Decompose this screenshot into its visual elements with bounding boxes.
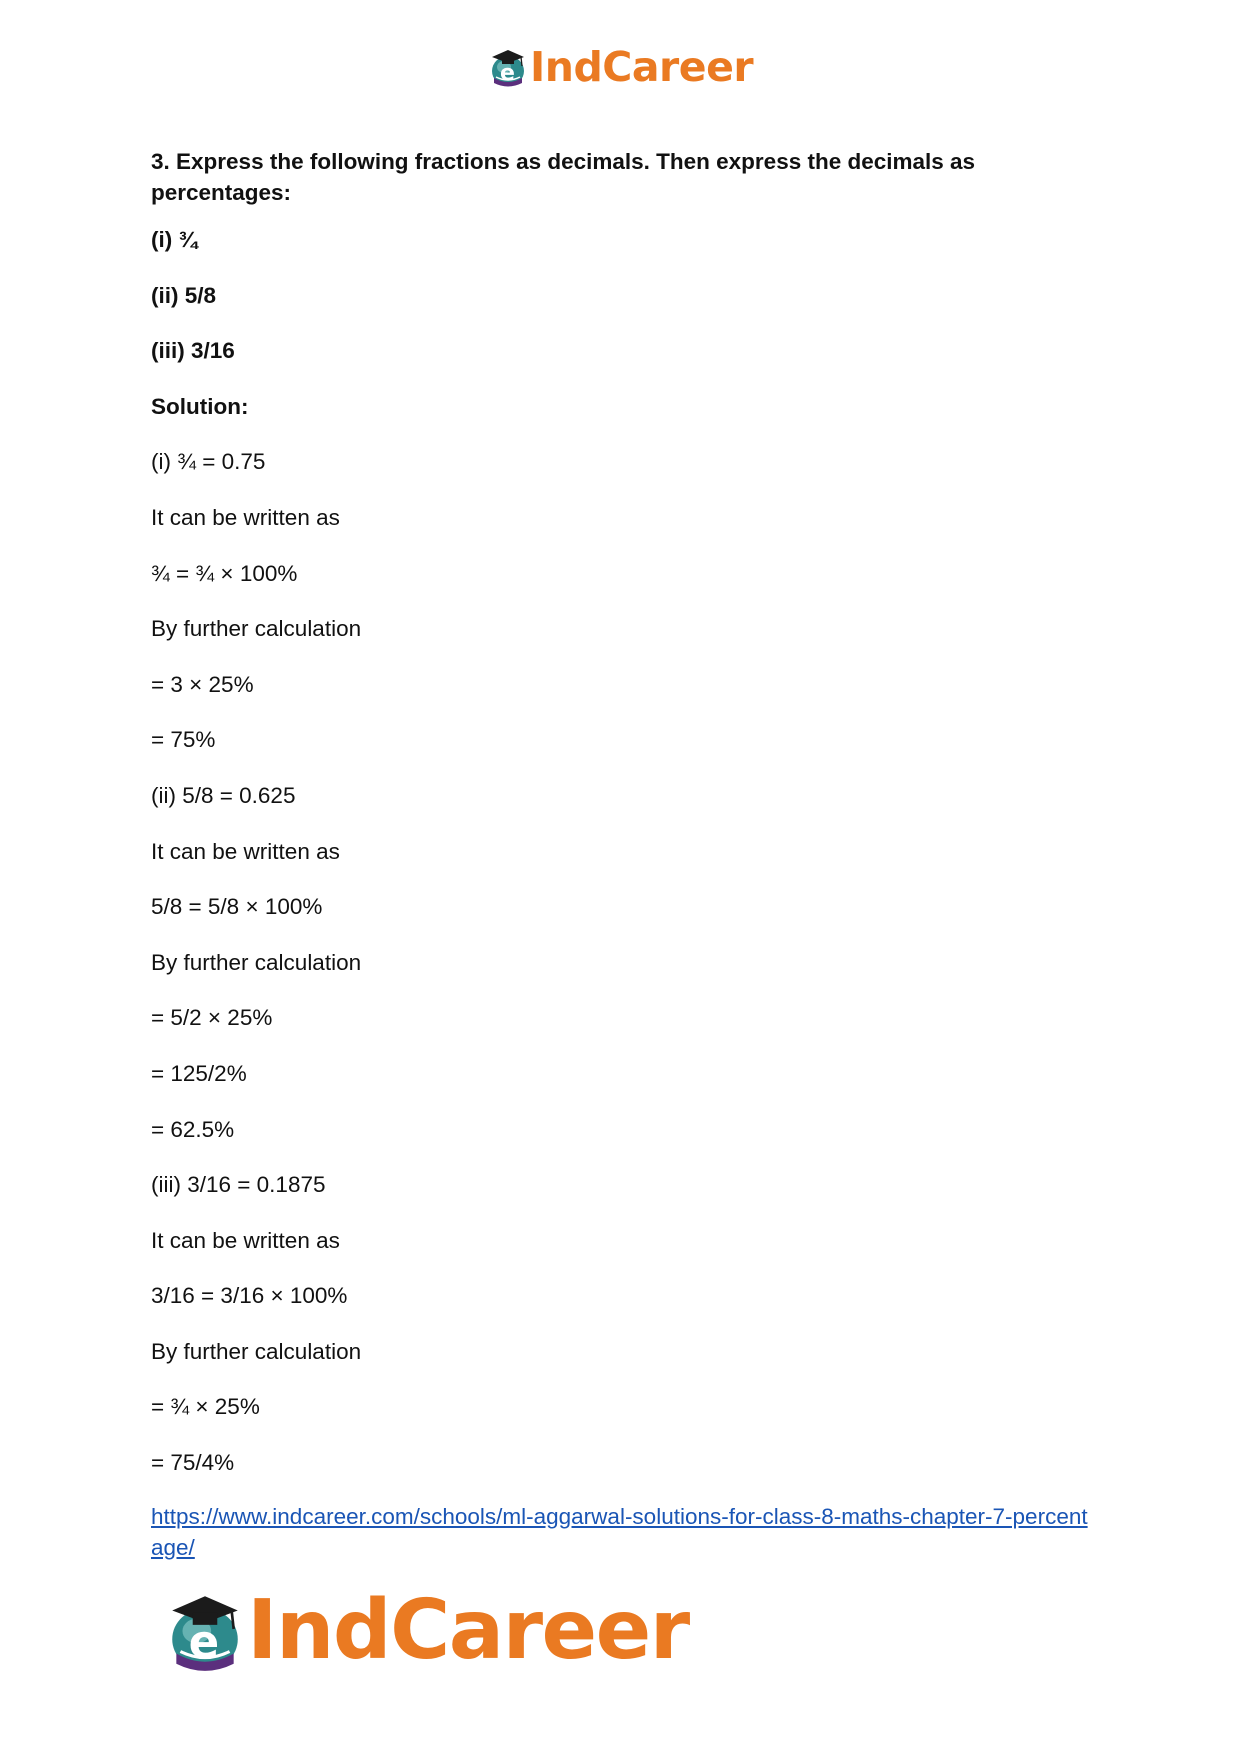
solution-line: It can be written as [151, 1227, 340, 1253]
footer-logo-text: IndCareer [247, 1583, 689, 1678]
solution-line: = 75/4% [151, 1450, 235, 1476]
solution-heading: Solution: [151, 393, 249, 419]
solution-line: 3/16 = 3/16 × 100% [151, 1283, 348, 1309]
solution-line: = ¾ × 25% [151, 1394, 260, 1420]
graduation-globe-icon [488, 46, 528, 88]
solution-line: ¾ = ¾ × 100% [151, 560, 298, 586]
svg-text:e: e [500, 61, 515, 86]
solution-line: = 75% [151, 727, 216, 753]
solution-line: = 125/2% [151, 1060, 247, 1086]
header-logo-text: IndCareer [530, 42, 754, 91]
solution-line: (ii) 5/8 = 0.625 [151, 782, 296, 808]
header-logo [488, 42, 753, 92]
solution-line: 5/8 = 5/8 × 100% [151, 894, 323, 920]
solution-line: (i) ¾ = 0.75 [151, 449, 266, 475]
footer-logo [163, 1585, 689, 1677]
question-text: 3. Express the following fractions as decimals. Then express the decimals as percentages: [151, 149, 976, 205]
question-part-ii: (ii) 5/8 [151, 282, 217, 308]
document-body [151, 146, 1111, 1563]
solution-line: = 3 × 25% [151, 671, 254, 697]
solution-line: = 62.5% [151, 1116, 235, 1142]
question-part-i: (i) ¾ [151, 227, 198, 252]
question-part-iii: (iii) 3/16 [151, 338, 235, 364]
solution-line: It can be written as [151, 504, 340, 530]
source-link[interactable]: https://www.indcareer.com/schools/ml-aggarwal-solutions-for-class-8-maths-chapter-7-percentage/ [151, 1503, 1088, 1560]
solution-line: It can be written as [151, 838, 340, 864]
solution-line: By further calculation [151, 949, 362, 975]
svg-text:e: e [188, 1615, 220, 1669]
solution-line: By further calculation [151, 616, 362, 642]
solution-line: (iii) 3/16 = 0.1875 [151, 1172, 326, 1198]
graduation-globe-icon [163, 1588, 247, 1674]
solution-line: = 5/2 × 25% [151, 1005, 273, 1031]
solution-line: By further calculation [151, 1338, 362, 1364]
